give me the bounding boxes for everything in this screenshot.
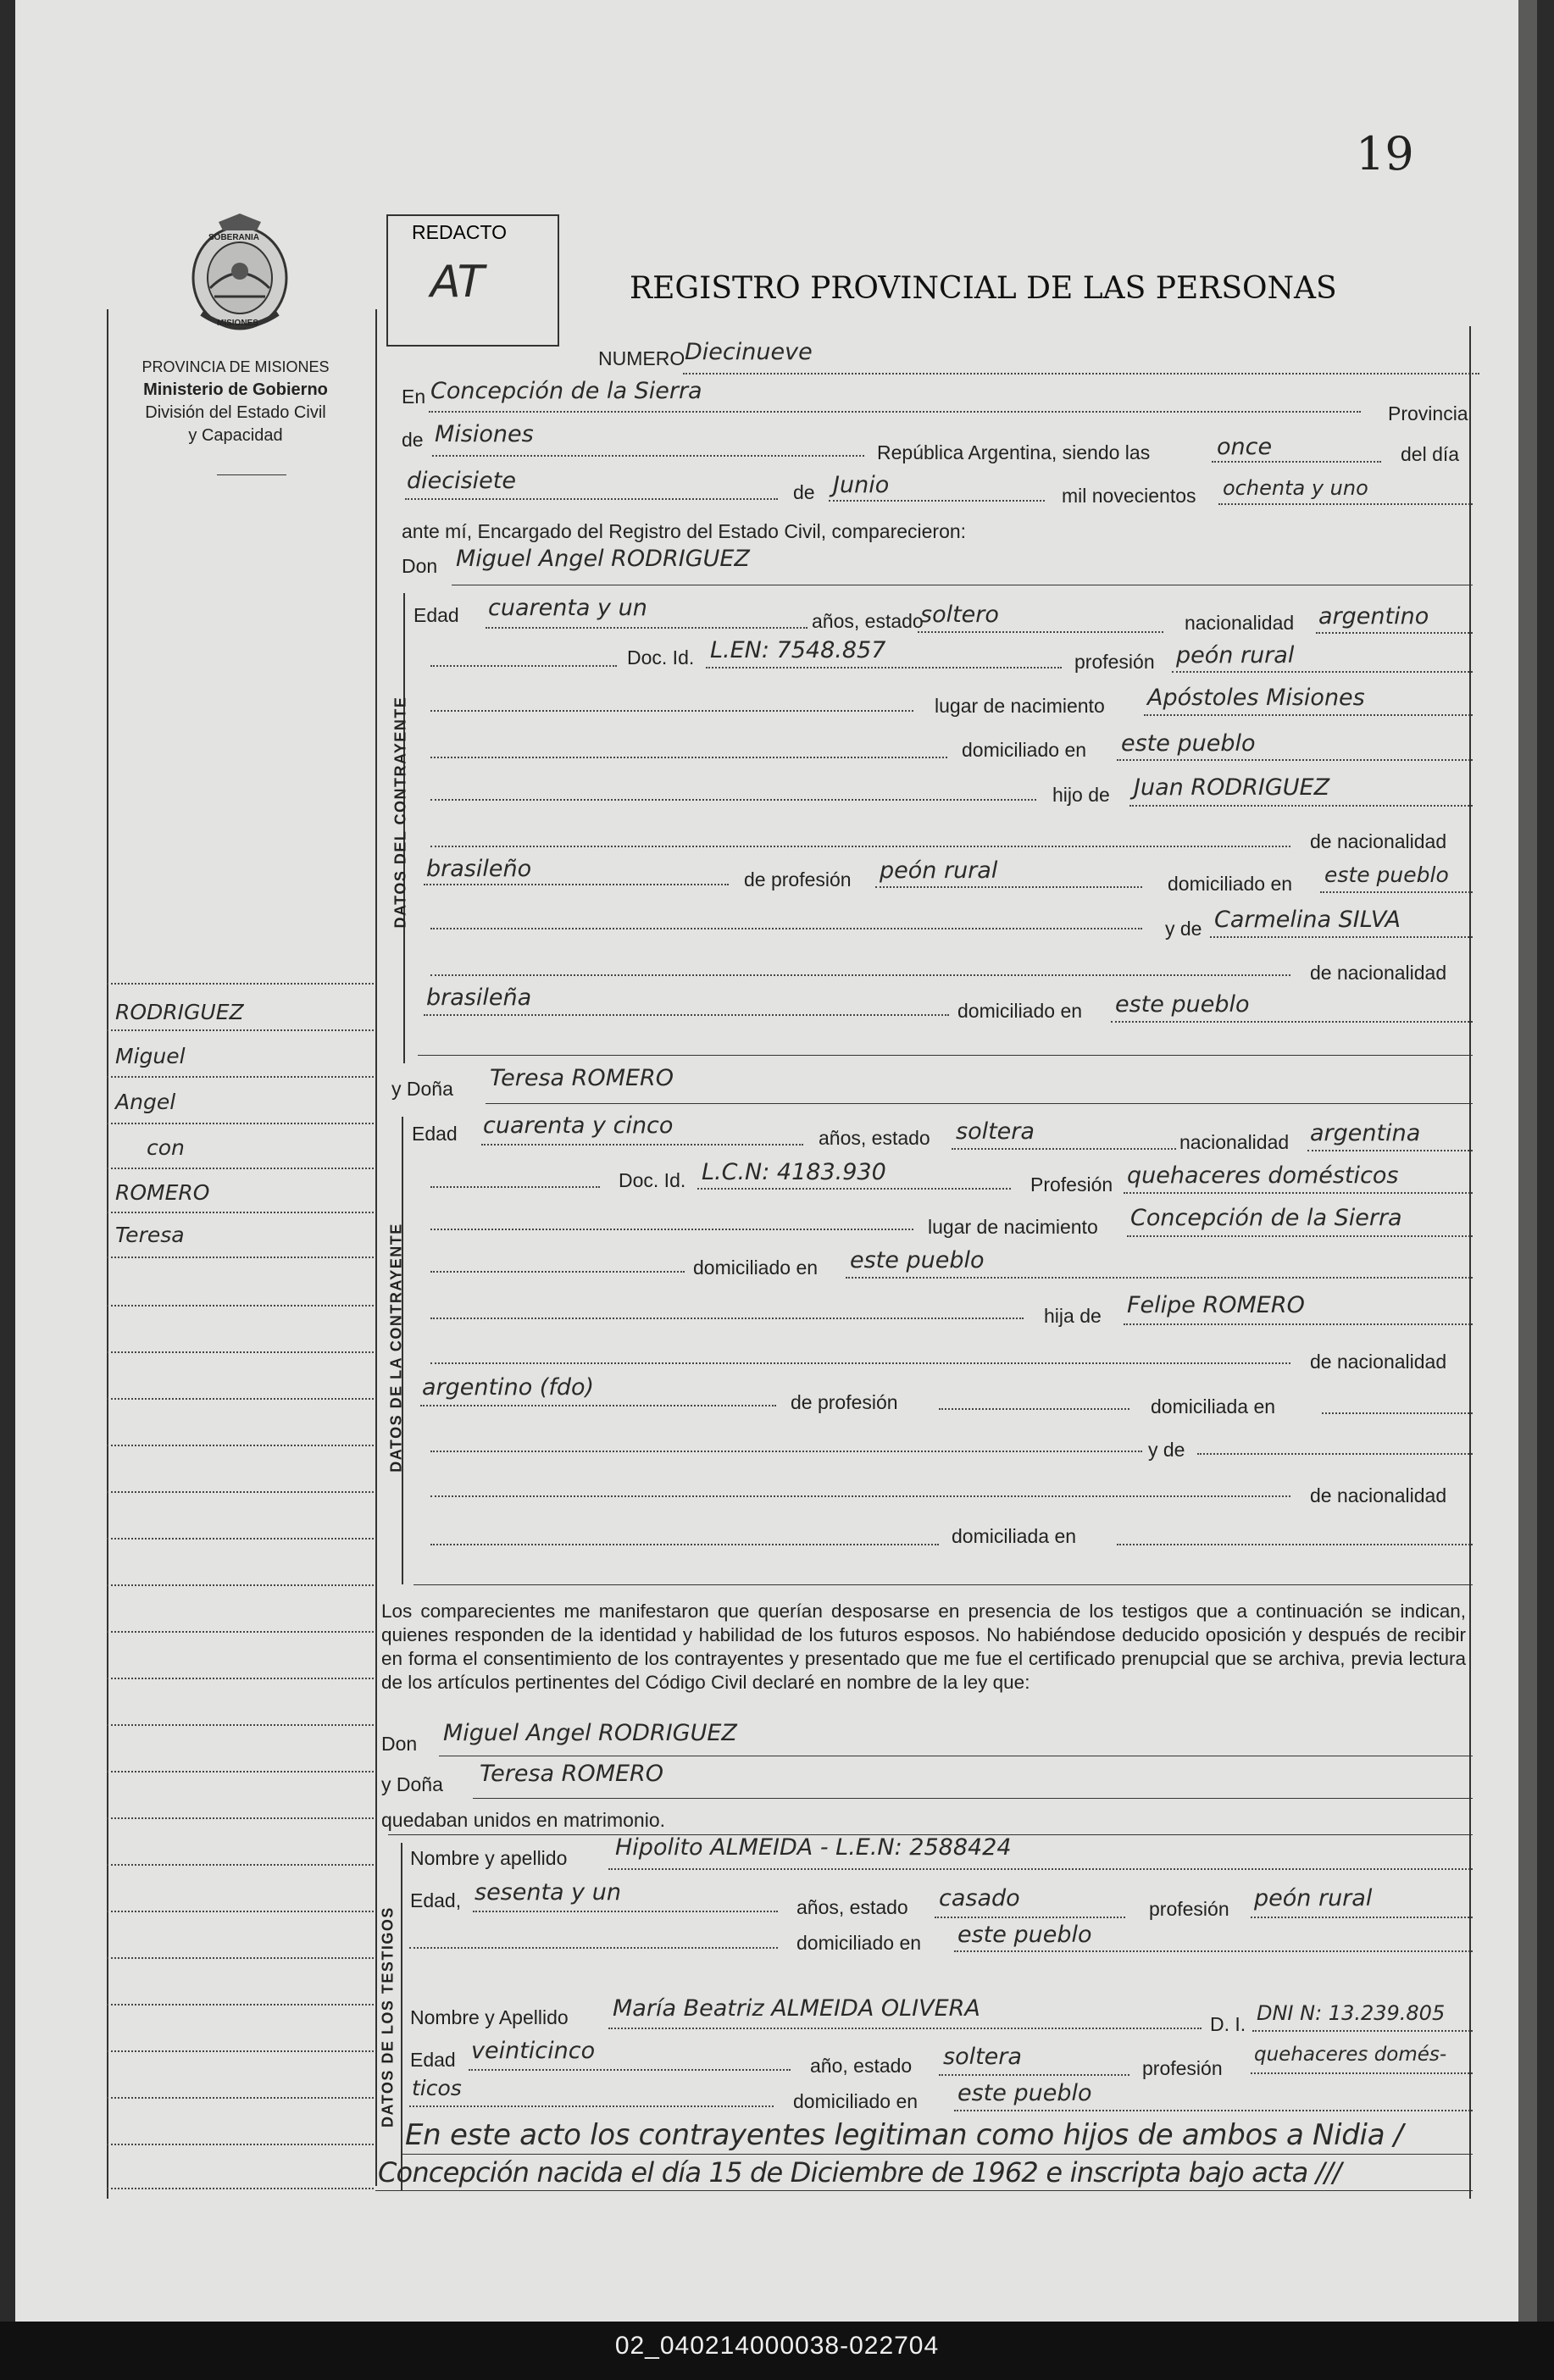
c-doc: L.EN: 7548.857 xyxy=(710,637,886,663)
domiciliado-label-f: domiciliado en xyxy=(693,1257,819,1279)
t2-edad-label: Edad xyxy=(410,2049,456,2071)
domiciliada-label-f: domiciliada en xyxy=(1151,1395,1276,1417)
quedaban-label: quedaban unidos en matrimonio. xyxy=(381,1809,666,1831)
office-line-3: División del Estado Civil xyxy=(145,403,326,422)
f-padre: Felipe ROMERO xyxy=(1127,1292,1305,1318)
c-padre: Juan RODRIGUEZ xyxy=(1134,774,1330,801)
t1-profesion: peón rural xyxy=(1254,1885,1373,1911)
numero-label: NUMERO xyxy=(598,347,685,369)
c-nacionalidad: argentino xyxy=(1318,603,1429,630)
t2-di-label: D. I. xyxy=(1210,2013,1246,2035)
doc-id-label: Doc. Id. xyxy=(627,646,695,669)
republica-label: República Argentina, siendo las xyxy=(877,441,1151,463)
f-lugar-nacimiento: Concepción de la Sierra xyxy=(1130,1205,1402,1231)
redacto-box xyxy=(386,214,559,347)
t2-ano-estado-label: año, estado xyxy=(810,2055,913,2077)
de-profesion-label: de profesión xyxy=(744,868,852,890)
domiciliado-label-3: domiciliado en xyxy=(957,1000,1083,1022)
c-padre-profesion: peón rural xyxy=(880,857,998,884)
c-edad: cuarenta y un xyxy=(488,595,647,621)
de-profesion-label-f: de profesión xyxy=(791,1391,898,1413)
t1-edad: sesenta y un xyxy=(475,1879,621,1906)
f-estado: soltera xyxy=(956,1118,1035,1145)
office-line-4: y Capacidad xyxy=(188,426,283,445)
t2-edad: veinticinco xyxy=(471,2038,596,2064)
dona-value: Teresa ROMERO xyxy=(490,1065,674,1091)
ante-label: ante mí, Encargado del Registro del Estado Civil, comparecieron: xyxy=(402,520,967,542)
document-title: REGISTRO PROVINCIAL DE LAS PERSONAS xyxy=(630,271,1337,306)
de-nacionalidad-label-f: de nacionalidad xyxy=(1310,1351,1447,1373)
t1-edad-label: Edad, xyxy=(410,1889,462,1911)
margin-name-con: con xyxy=(147,1135,185,1160)
de-nacionalidad-label-f2: de nacionalidad xyxy=(1310,1484,1447,1506)
c-madre-domicilio: este pueblo xyxy=(1115,991,1250,1018)
seal-bottom-text: MISIONES xyxy=(217,319,258,328)
matrimonio-don-label: Don xyxy=(381,1733,418,1755)
de-mes-label: de xyxy=(793,481,815,503)
lugar-nacimiento-label-f: lugar de nacimiento xyxy=(928,1216,1098,1238)
t2-di: DNI N: 13.239.805 xyxy=(1257,2001,1446,2025)
y-de-label-f: y de xyxy=(1148,1439,1185,1461)
mes-value: Junio xyxy=(833,472,890,498)
provincia-label: Provincia xyxy=(1388,402,1468,424)
margin-name-first-f: Teresa xyxy=(115,1223,185,1247)
nacionalidad-label-f: nacionalidad xyxy=(1179,1131,1290,1153)
de-nacionalidad-label-2: de nacionalidad xyxy=(1310,962,1447,984)
seal-top-text: SOBERANIA xyxy=(208,233,260,242)
numero-value: Diecinueve xyxy=(685,339,813,365)
profesion-label-f: Profesión xyxy=(1030,1173,1113,1196)
t2-domicilio: este pueblo xyxy=(957,2080,1092,2106)
don-value: Miguel Angel RODRIGUEZ xyxy=(456,546,750,572)
edad-label: Edad xyxy=(413,604,459,626)
matrimonio-don-value: Miguel Angel RODRIGUEZ xyxy=(443,1720,737,1746)
side-testigos: DATOS DE LOS TESTIGOS xyxy=(379,1906,397,2128)
footer-id: 02_040214000038-022704 xyxy=(614,2332,940,2360)
binding-spine xyxy=(1518,0,1537,2322)
office-rule xyxy=(217,474,286,475)
t2-estado: soltera xyxy=(943,2044,1022,2070)
hija-de-label: hija de xyxy=(1044,1305,1102,1327)
provincia-value: Misiones xyxy=(435,421,534,447)
del-dia-label: del día xyxy=(1401,443,1460,465)
anos-estado-label-f: años, estado xyxy=(819,1127,930,1149)
margin-name-middle: Angel xyxy=(115,1090,176,1114)
dia-value: diecisiete xyxy=(407,468,516,494)
provincial-seal xyxy=(185,212,295,339)
main-border-line xyxy=(375,309,377,2186)
c-estado: soltero xyxy=(920,602,999,628)
t2-profesion-label: profesión xyxy=(1142,2057,1223,2079)
f-nacionalidad: argentina xyxy=(1310,1120,1421,1146)
edad-label-f: Edad xyxy=(412,1123,458,1145)
matrimonio-dona-value: Teresa ROMERO xyxy=(480,1761,664,1787)
c-domicilio: este pueblo xyxy=(1121,730,1256,757)
f-doc: L.C.N: 4183.930 xyxy=(702,1159,886,1185)
t2-domiciliado-label: domiciliado en xyxy=(793,2090,919,2112)
anos-estado-label: años, estado xyxy=(812,610,924,632)
domiciliado-label: domiciliado en xyxy=(962,739,1087,761)
en-label: En xyxy=(402,386,426,408)
f-padre-nacionalidad: argentino (fdo) xyxy=(422,1374,595,1401)
nota-line-2: Concepción nacida el día 15 de Diciembre de 1962 e inscripta bajo acta /// xyxy=(378,2156,1341,2189)
margin-name-first: Miguel xyxy=(115,1044,186,1068)
declaration-paragraph: Los comparecientes me manifestaron que querían desposarse en presencia de los testigos que a continuación se indican, quienes responden de la identidad y habilidad de los futuros esposos. No habiéndose deducido oposición y después de recibir en forma el consentimiento de los contrayentes y presentado que me fue el certificado prenupcial que se archiva, previa lectura de los artículos pertinentes del Código Civil declaré en nombre de la ley que: xyxy=(381,1601,1466,1693)
t2-profesion: quehaceres domés- xyxy=(1254,2044,1447,2066)
c-padre-domicilio: este pueblo xyxy=(1324,863,1449,887)
margin-name-surname-f: ROMERO xyxy=(115,1180,210,1205)
c-madre: Carmelina SILVA xyxy=(1214,907,1401,933)
nombre-apellido-label-2: Nombre y Apellido xyxy=(410,2006,569,2028)
lugar-nacimiento-label: lugar de nacimiento xyxy=(935,695,1105,717)
de-label: de xyxy=(402,429,424,451)
nacionalidad-label: nacionalidad xyxy=(1185,612,1295,634)
t1-domiciliado-label: domiciliado en xyxy=(796,1932,922,1954)
hora-value: once xyxy=(1217,434,1273,460)
side-contrayente-f: DATOS DE LA CONTRAYENTE xyxy=(387,1223,405,1473)
lugar-value: Concepción de la Sierra xyxy=(430,378,702,404)
c-madre-nacionalidad: brasileña xyxy=(426,985,532,1011)
t1-estado: casado xyxy=(939,1885,1020,1911)
c-profesion: peón rural xyxy=(1176,642,1295,669)
y-de-label: y de xyxy=(1165,918,1202,940)
c-lugar-nacimiento: Apóstoles Misiones xyxy=(1147,685,1365,711)
f-domicilio: este pueblo xyxy=(850,1247,985,1273)
anio-value: ochenta y uno xyxy=(1223,476,1368,500)
nota-line-1: En este acto los contrayentes legitiman como hijos de ambos a Nidia / xyxy=(405,2118,1403,2152)
t2-nombre: María Beatriz ALMEIDA OLIVERA xyxy=(613,1995,980,2022)
c-padre-nacionalidad: brasileño xyxy=(426,856,532,882)
redacto-initials: AT xyxy=(430,257,485,308)
testigos-bracket xyxy=(401,1843,402,2190)
t1-domicilio: este pueblo xyxy=(957,1922,1092,1948)
office-line-1: PROVINCIA DE MISIONES xyxy=(142,358,330,375)
t2-profesion-cont: ticos xyxy=(412,2076,462,2100)
margin-name-surname: RODRIGUEZ xyxy=(115,1000,244,1024)
mil-label: mil novecientos xyxy=(1062,485,1196,507)
side-contrayente: DATOS DEL CONTRAYENTE xyxy=(391,696,409,929)
y-dona-label: y Doña xyxy=(391,1078,453,1100)
don-label: Don xyxy=(402,555,438,577)
doc-id-label-f: Doc. Id. xyxy=(619,1169,686,1191)
t1-profesion-label: profesión xyxy=(1149,1898,1229,1920)
redacto-label: REDACTO xyxy=(412,221,508,243)
office-line-2: Ministerio de Gobierno xyxy=(143,380,328,399)
de-nacionalidad-label: de nacionalidad xyxy=(1310,830,1447,852)
hijo-de-label: hijo de xyxy=(1052,784,1110,806)
t1-nombre: Hipolito ALMEIDA - L.E.N: 2588424 xyxy=(615,1834,1012,1861)
nombre-apellido-label: Nombre y apellido xyxy=(410,1847,568,1869)
matrimonio-dona-label: y Doña xyxy=(381,1773,443,1795)
domiciliada-label-f2: domiciliada en xyxy=(952,1525,1077,1547)
f-edad: cuarenta y cinco xyxy=(483,1112,674,1139)
t1-anos-estado-label: años, estado xyxy=(796,1896,908,1918)
f-profesion: quehaceres domésticos xyxy=(1127,1162,1399,1189)
domiciliado-label-2: domiciliado en xyxy=(1168,873,1293,895)
profesion-label: profesión xyxy=(1074,651,1155,673)
office-block xyxy=(108,356,363,447)
left-margin-line xyxy=(107,309,108,2199)
page-number: 19 xyxy=(1356,127,1414,180)
document-page xyxy=(15,0,1537,2322)
